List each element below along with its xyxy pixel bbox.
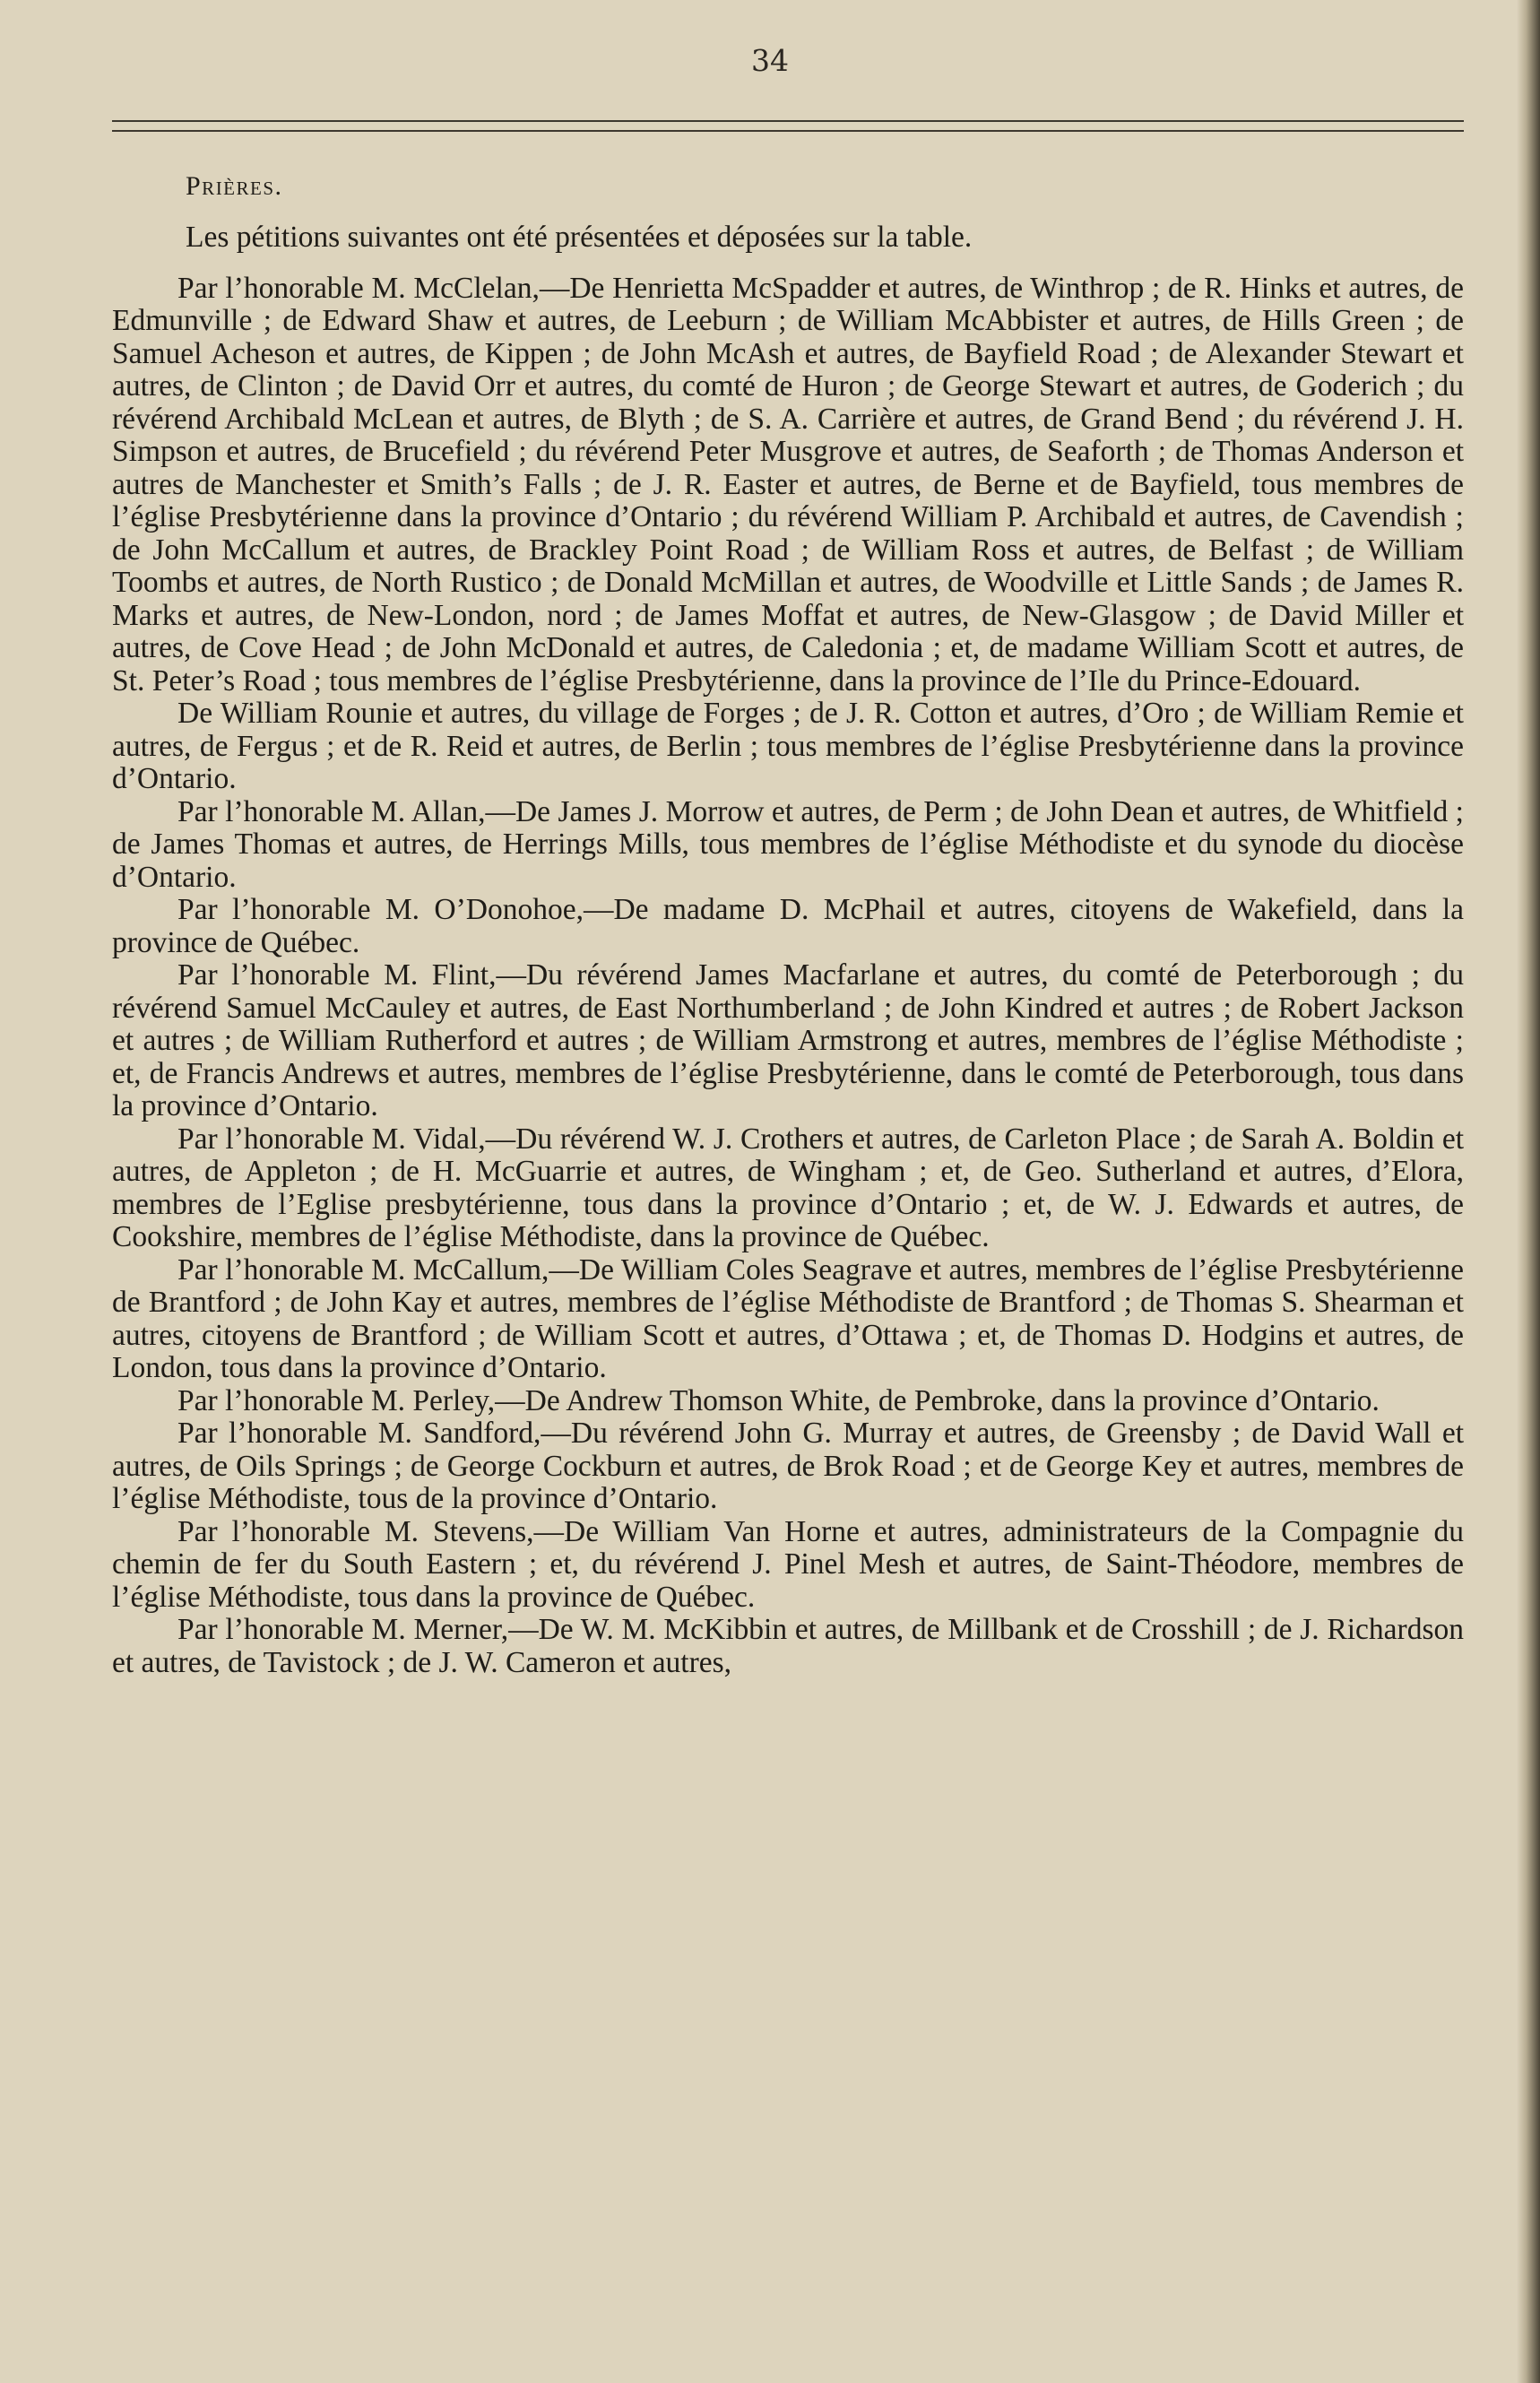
section-heading: Prières. [186,171,283,201]
page-number: 34 [751,43,789,78]
petition-paragraph: Par l’honorable M. Allan,—De James J. Morrow et autres, de Perm ; de John Dean et autres, de Whitfield ; de James Thomas et autres, de Herrings Mills, tous membres de l’église Méthodiste et du synode du diocèse d’Ontario. [112,794,1464,894]
petition-paragraph: Par l’honorable M. Stevens,—De William Van Horne et autres, administrateurs de la Compagnie du chemin de fer du South Eastern ; et, du révérend J. Pinel Mesh et autres, de Saint-Théodore, membres de l’église Méthodiste, tous dans la province de Québec. [112,1514,1464,1614]
petition-paragraph: Par l’honorable M. McClelan,—De Henrietta McSpadder et autres, de Winthrop ; de R. Hinks et autres, de Edmunville ; de Edward Shaw et autres, de Leeburn ; de William McAbbister et autres, de Hills Green ; de Samuel Acheson et autres, de Kippen ; de John McAsh et autres, de Bayfield Road ; de Alexander Stewart et autres, de Clinton ; de David Orr et autres, du comté de Huron ; de George Stewart et autres, de Goderich ; du révérend Archibald McLean et autres, de Blyth ; de S. A. Carrière et autres, de Grand Bend ; du révérend J. H. Simpson et autres, de Brucefield ; du révérend Peter Musgrove et autres, de Seaforth ; de Thomas Anderson et autres de Manchester et Smith’s Falls ; de J. R. Easter et autres, de Berne et de Bayfield, tous membres de l’église Presbytérienne dans la province d’Ontario ; du révérend William P. Archibald et autres, de Cavendish ; de John McCallum et autres, de Brackley Point Road ; de William Ross et autres, de Belfast ; de William Toombs et autres, de North Rustico ; de Donald McMillan et autres, de Woodville et Little Sands ; de James R. Marks et autres, de New-London, nord ; de James Moffat et autres, de New-Glasgow ; de David Miller et autres, de Cove Head ; de John McDonald et autres, de Caledonia ; et, de madame William Scott et autres, de St. Peter’s Road ; tous membres de l’église Presbytérienne, dans la province de l’Ile du Prince-Edouard. [112,271,1464,698]
petition-paragraph: Par l’honorable M. Flint,—Du révérend James Macfarlane et autres, du comté de Peterborough ; du révérend Samuel McCauley et autres, de East Northumberland ; de John Kindred et autres ; de Robert Jackson et autres ; de William Rutherford et autres ; de William Armstrong et autres, membres de l’église Méthodiste ; et, de Francis Andrews et autres, membres de l’église Presbytérienne, dans le comté de Peterborough, tous dans la province d’Ontario. [112,958,1464,1122]
petition-paragraph: Par l’honorable M. O’Donohoe,—De madame D. McPhail et autres, citoyens de Wakefield, dans la province de Québec. [112,893,1464,959]
intro-paragraph: Les pétitions suivantes ont été présentées et déposées sur la table. [186,221,973,254]
petition-paragraph: Par l’honorable M. Merner,—De W. M. McKibbin et autres, de Millbank et de Crosshill ; de J. Richardson et autres, de Tavistock ; de J. W. Cameron et autres, [112,1613,1464,1679]
header-rule-bottom [112,130,1464,132]
petition-paragraph: Par l’honorable M. Perley,—De Andrew Thomson White, de Pembroke, dans la province d’Ontario. [177,1383,1380,1417]
petition-paragraph: De William Rounie et autres, du village de Forges ; de J. R. Cotton et autres, d’Oro ; de William Remie et autres, de Fergus ; et de R. Reid et autres, de Berlin ; tous membres de l’église Presbytérienne dans la province d’Ontario. [112,697,1464,795]
header-rule-top [112,120,1464,122]
document-body [112,170,1464,1679]
petition-paragraph: Par l’honorable M. Vidal,—Du révérend W. J. Crothers et autres, de Carleton Place ; de Sarah A. Boldin et autres, de Appleton ; de H. McGuarrie et autres, de Wingham ; et, de Geo. Sutherland et autres, d’Elora, membres de l’Eglise presbytérienne, tous dans la province d’Ontario ; et, de W. J. Edwards et autres, de Cookshire, membres de l’église Méthodiste, dans la province de Québec. [112,1122,1464,1253]
petition-paragraph: Par l’honorable M. Sandford,—Du révérend John G. Murray et autres, de Greensby ; de David Wall et autres, de Oils Springs ; de George Cockburn et autres, de Brok Road ; et de George Key et autres, membres de l’église Méthodiste, tous de la province d’Ontario. [112,1417,1464,1515]
page-spine-shadow [1517,0,1540,2383]
petition-paragraph: Par l’honorable M. McCallum,—De William Coles Seagrave et autres, membres de l’église Presbytérienne de Brantford ; de John Kay et autres, membres de l’église Méthodiste de Brantford ; de Thomas S. Shearman et autres, citoyens de Brantford ; de William Scott et autres, d’Ottawa ; et, de Thomas D. Hodgins et autres, de London, tous dans la province d’Ontario. [112,1252,1464,1384]
